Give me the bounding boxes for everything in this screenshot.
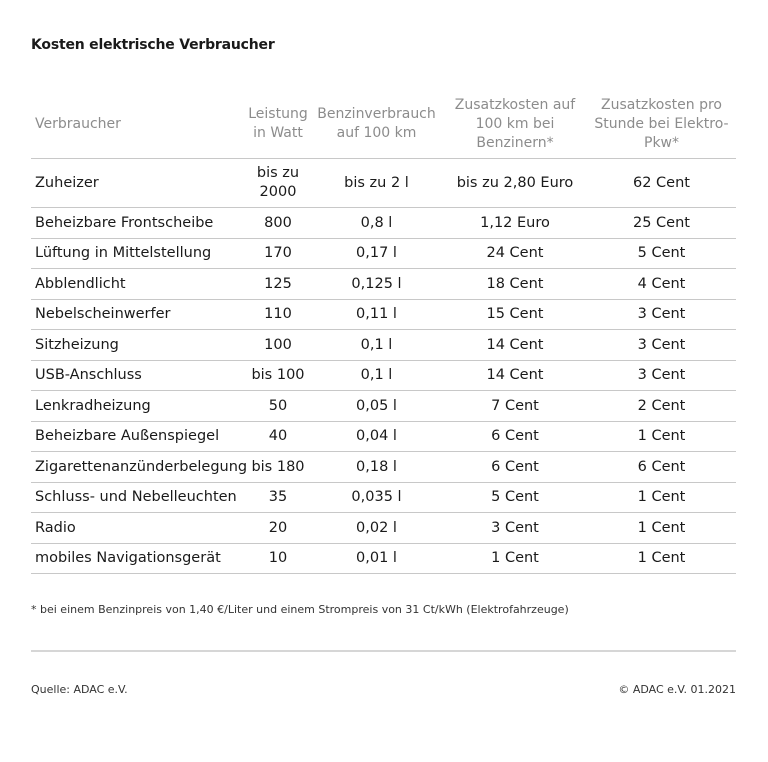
column-header-leistung: Leistung in Watt	[246, 90, 310, 159]
cell-kosten-elektro: 6 Cent	[587, 452, 736, 483]
cell-kosten-benziner: 7 Cent	[443, 391, 587, 422]
cell-kosten-benziner: 6 Cent	[443, 452, 587, 483]
table-row	[31, 391, 736, 422]
table-row	[31, 513, 736, 544]
cell-leistung: 20	[246, 513, 310, 544]
column-header-zusatzkosten-elektro: Zusatzkosten pro Stunde bei Elektro-Pkw*	[587, 90, 736, 159]
divider	[31, 650, 736, 652]
cell-kosten-elektro: 5 Cent	[587, 238, 736, 269]
cell-leistung: 50	[246, 391, 310, 422]
source-credit: Quelle: ADAC e.V.	[31, 683, 128, 696]
cell-kosten-elektro: 25 Cent	[587, 208, 736, 239]
cell-kosten-benziner: 14 Cent	[443, 360, 587, 391]
cell-leistung: 40	[246, 421, 310, 452]
cell-kosten-elektro: 3 Cent	[587, 330, 736, 361]
cell-benzinverbrauch: 0,1 l	[310, 330, 443, 361]
cell-kosten-benziner: 5 Cent	[443, 482, 587, 513]
table-row	[31, 452, 736, 483]
table-row	[31, 208, 736, 239]
table-row	[31, 543, 736, 574]
cell-benzinverbrauch: 0,8 l	[310, 208, 443, 239]
table-row	[31, 238, 736, 269]
cell-verbraucher: Nebelscheinwerfer	[31, 299, 246, 330]
cell-kosten-elektro: 2 Cent	[587, 391, 736, 422]
cell-leistung: bis 100	[246, 360, 310, 391]
column-header-benzinverbrauch: Benzinverbrauch auf 100 km	[310, 90, 443, 159]
cell-kosten-benziner: 15 Cent	[443, 299, 587, 330]
table-row	[31, 482, 736, 513]
cell-kosten-elektro: 1 Cent	[587, 513, 736, 544]
cell-leistung: 110	[246, 299, 310, 330]
cell-leistung: 800	[246, 208, 310, 239]
cell-verbraucher: Lenkradheizung	[31, 391, 246, 422]
table-row	[31, 159, 736, 208]
cell-verbraucher: Beheizbare Frontscheibe	[31, 208, 246, 239]
cell-kosten-elektro: 3 Cent	[587, 299, 736, 330]
table-row	[31, 330, 736, 361]
cell-verbraucher: Zuheizer	[31, 159, 246, 208]
cell-kosten-elektro: 62 Cent	[587, 159, 736, 208]
cell-leistung: bis 180	[246, 452, 310, 483]
table-row	[31, 360, 736, 391]
cell-benzinverbrauch: 0,17 l	[310, 238, 443, 269]
table-header-row	[31, 90, 736, 159]
cell-verbraucher: Beheizbare Außenspiegel	[31, 421, 246, 452]
cell-verbraucher: mobiles Navigationsgerät	[31, 543, 246, 574]
cell-benzinverbrauch: 0,02 l	[310, 513, 443, 544]
cell-kosten-elektro: 1 Cent	[587, 421, 736, 452]
cell-kosten-benziner: 24 Cent	[443, 238, 587, 269]
table-row	[31, 299, 736, 330]
cell-kosten-benziner: 6 Cent	[443, 421, 587, 452]
cell-benzinverbrauch: 0,035 l	[310, 482, 443, 513]
cell-benzinverbrauch: 0,01 l	[310, 543, 443, 574]
column-header-verbraucher: Verbraucher	[31, 90, 246, 159]
cell-benzinverbrauch: 0,04 l	[310, 421, 443, 452]
table-row	[31, 269, 736, 300]
cell-benzinverbrauch: 0,11 l	[310, 299, 443, 330]
cell-leistung: 100	[246, 330, 310, 361]
cell-benzinverbrauch: bis zu 2 l	[310, 159, 443, 208]
cell-leistung: 10	[246, 543, 310, 574]
cell-kosten-benziner: 14 Cent	[443, 330, 587, 361]
cell-kosten-benziner: 1,12 Euro	[443, 208, 587, 239]
cell-leistung: 35	[246, 482, 310, 513]
column-header-zusatzkosten-benziner: Zusatzkosten auf 100 km bei Benzinern*	[443, 90, 587, 159]
cell-verbraucher: Lüftung in Mittelstellung	[31, 238, 246, 269]
cell-leistung: 170	[246, 238, 310, 269]
cell-benzinverbrauch: 0,125 l	[310, 269, 443, 300]
table-row	[31, 421, 736, 452]
cell-benzinverbrauch: 0,18 l	[310, 452, 443, 483]
footnote: * bei einem Benzinpreis von 1,40 €/Liter und einem Strompreis von 31 Ct/kWh (Elektrofahrzeuge)	[31, 603, 569, 616]
cell-kosten-elektro: 4 Cent	[587, 269, 736, 300]
cell-kosten-elektro: 1 Cent	[587, 482, 736, 513]
cell-verbraucher: Radio	[31, 513, 246, 544]
cell-verbraucher: Zigarettenanzünderbelegung	[31, 452, 246, 483]
cell-kosten-elektro: 3 Cent	[587, 360, 736, 391]
cell-kosten-benziner: 3 Cent	[443, 513, 587, 544]
cost-table	[31, 90, 736, 574]
cell-benzinverbrauch: 0,1 l	[310, 360, 443, 391]
cell-benzinverbrauch: 0,05 l	[310, 391, 443, 422]
cell-verbraucher: Schluss- und Nebelleuchten	[31, 482, 246, 513]
cell-kosten-benziner: bis zu 2,80 Euro	[443, 159, 587, 208]
cell-kosten-benziner: 18 Cent	[443, 269, 587, 300]
cell-verbraucher: USB-Anschluss	[31, 360, 246, 391]
cell-verbraucher: Sitzheizung	[31, 330, 246, 361]
page-title: Kosten elektrische Verbraucher	[31, 37, 275, 53]
cell-kosten-elektro: 1 Cent	[587, 543, 736, 574]
cell-kosten-benziner: 1 Cent	[443, 543, 587, 574]
copyright-notice: © ADAC e.V. 01.2021	[618, 683, 736, 696]
cell-verbraucher: Abblendlicht	[31, 269, 246, 300]
cell-leistung: bis zu 2000	[246, 159, 310, 208]
cell-leistung: 125	[246, 269, 310, 300]
